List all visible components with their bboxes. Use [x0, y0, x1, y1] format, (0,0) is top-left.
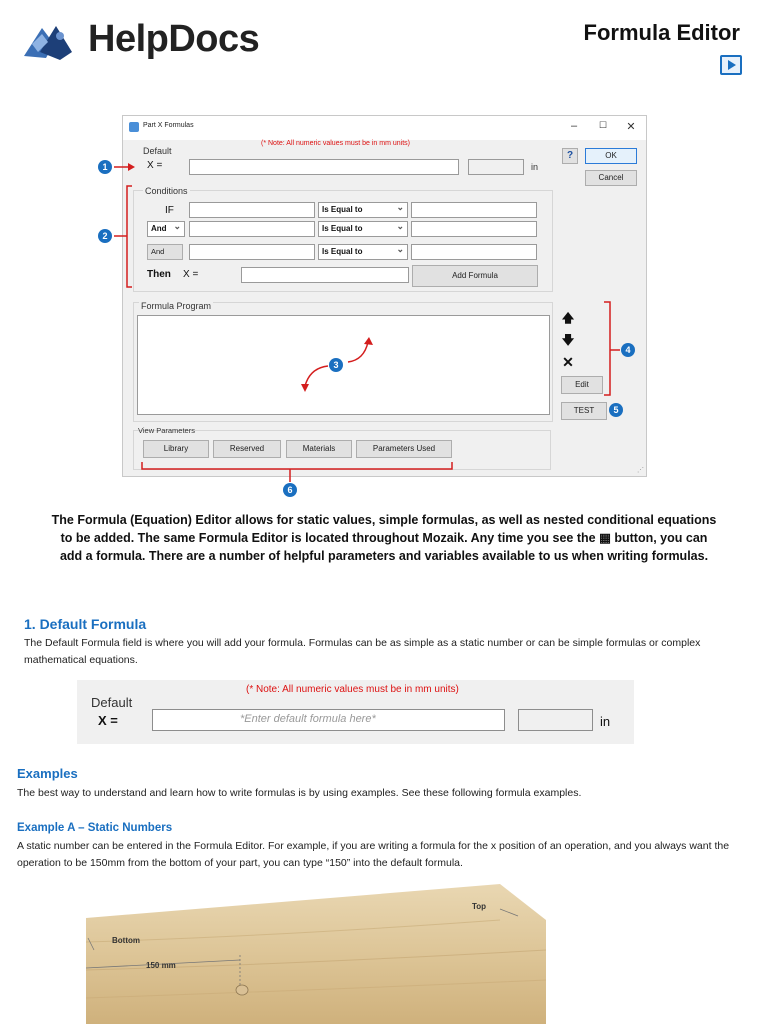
- bottom-label: Bottom: [112, 936, 140, 945]
- close-button[interactable]: ✕: [626, 121, 636, 133]
- default-formula-input[interactable]: [189, 159, 459, 175]
- add-formula-button[interactable]: Add Formula: [412, 265, 538, 287]
- example-a-heading: Example A – Static Numbers: [17, 822, 173, 834]
- condition-1-right-input[interactable]: [411, 202, 537, 218]
- callout-6-badge: 6: [283, 483, 297, 497]
- move-down-icon[interactable]: 🡇: [561, 333, 575, 347]
- video-icon[interactable]: [720, 55, 742, 75]
- condition-3-left-input[interactable]: [189, 244, 315, 260]
- dimension-label: 150 mm: [146, 961, 176, 970]
- callout-5-badge: 5: [609, 403, 623, 417]
- default-panel-unit: in: [600, 714, 611, 729]
- default-panel-placeholder: *Enter default formula here*: [240, 713, 376, 725]
- examples-body: The best way to understand and learn how to write formulas is by using examples. See these following formula examples.: [17, 787, 582, 799]
- examples-heading: Examples: [17, 766, 78, 781]
- section-1-body: The Default Formula field is where you will add your formula. Formulas can be as simple as a static number or can be simple formulas or complex mathematical equations.: [24, 637, 701, 666]
- callout-1-badge: 1: [98, 160, 112, 174]
- library-button[interactable]: Library: [143, 440, 209, 458]
- default-panel-label: Default: [91, 695, 133, 710]
- title-bar: [123, 116, 646, 140]
- condition-3-connector[interactable]: And: [147, 244, 183, 260]
- help-button[interactable]: ?: [562, 148, 578, 164]
- condition-2-right-input[interactable]: [411, 221, 537, 237]
- cancel-button[interactable]: Cancel: [585, 170, 637, 186]
- default-panel-note: (* Note: All numeric values must be in mm units): [246, 684, 459, 695]
- helpdocs-logo-icon: [20, 22, 76, 62]
- conditions-group-label: Conditions: [145, 186, 188, 196]
- condition-3-operator-select[interactable]: Is Equal to ⌄: [318, 244, 408, 260]
- default-panel-x-label: X =: [98, 713, 118, 728]
- callout-4-badge: 4: [621, 343, 635, 357]
- parameters-used-button[interactable]: Parameters Used: [356, 440, 452, 458]
- callout-2-badge: 2: [98, 229, 112, 243]
- view-parameters-label: View Parameters: [138, 426, 195, 435]
- default-formula-panel: [77, 680, 634, 744]
- section-1-heading: 1. Default Formula: [24, 616, 147, 632]
- condition-2-connector-select[interactable]: And ⌄: [147, 221, 185, 237]
- formula-editor-window: [122, 115, 647, 477]
- condition-1-left-input[interactable]: [189, 202, 315, 218]
- app-icon: [129, 122, 139, 132]
- materials-button[interactable]: Materials: [286, 440, 352, 458]
- page-title: Formula Editor: [583, 20, 740, 45]
- condition-2-left-input[interactable]: [189, 221, 315, 237]
- callout-3-badge: 3: [329, 358, 343, 372]
- formula-program-label: Formula Program: [141, 301, 212, 311]
- top-label: Top: [472, 902, 487, 911]
- resize-grip-icon[interactable]: ⋰: [637, 467, 644, 474]
- brand-name: HelpDocs: [88, 18, 260, 60]
- minimize-button[interactable]: –: [570, 120, 578, 132]
- default-panel-result-field: [518, 709, 593, 731]
- reserved-button[interactable]: Reserved: [213, 440, 281, 458]
- window-title: Part X Formulas: [143, 122, 194, 129]
- delete-icon[interactable]: ✕: [562, 354, 574, 370]
- default-group-label: Default: [143, 146, 172, 156]
- wood-board-illustration: [80, 880, 640, 1024]
- then-x-label: X =: [183, 269, 199, 280]
- formula-program-list[interactable]: [137, 315, 550, 415]
- condition-1-operator-select[interactable]: Is Equal to ⌄: [318, 202, 408, 218]
- x-equals-label: X =: [147, 160, 163, 171]
- edit-button[interactable]: Edit: [561, 376, 603, 394]
- maximize-button[interactable]: ☐: [598, 120, 608, 130]
- unit-label: in: [531, 162, 539, 172]
- then-label: Then: [147, 269, 171, 280]
- mm-units-note: (* Note: All numeric values must be in mm units): [261, 140, 410, 147]
- condition-2-operator-select[interactable]: Is Equal to ⌄: [318, 221, 408, 237]
- default-result-field: [468, 159, 524, 175]
- condition-3-right-input[interactable]: [411, 244, 537, 260]
- test-button[interactable]: TEST: [561, 402, 607, 420]
- example-a-body: A static number can be entered in the Formula Editor. For example, if you are writing a formula for the x position of an operation, and you always want the operation to be 150mm from the bottom of your part, you can type “150” into the default formula.: [17, 840, 730, 869]
- move-up-icon[interactable]: 🡅: [561, 311, 575, 325]
- then-formula-input[interactable]: [241, 267, 409, 283]
- if-label: IF: [165, 205, 174, 216]
- default-panel-formula-input[interactable]: [152, 709, 505, 731]
- ok-button[interactable]: OK: [585, 148, 637, 164]
- drill-hole: [236, 985, 248, 995]
- intro-paragraph: The Formula (Equation) Editor allows for static values, simple formulas, as well as nested conditional equations to be added. The same Formula Editor is located throughout Mozaik. Any time you see the ▦ button, you can add a formula. There are a number of helpful parameters and variables available to us when writing formulas.: [51, 513, 717, 563]
